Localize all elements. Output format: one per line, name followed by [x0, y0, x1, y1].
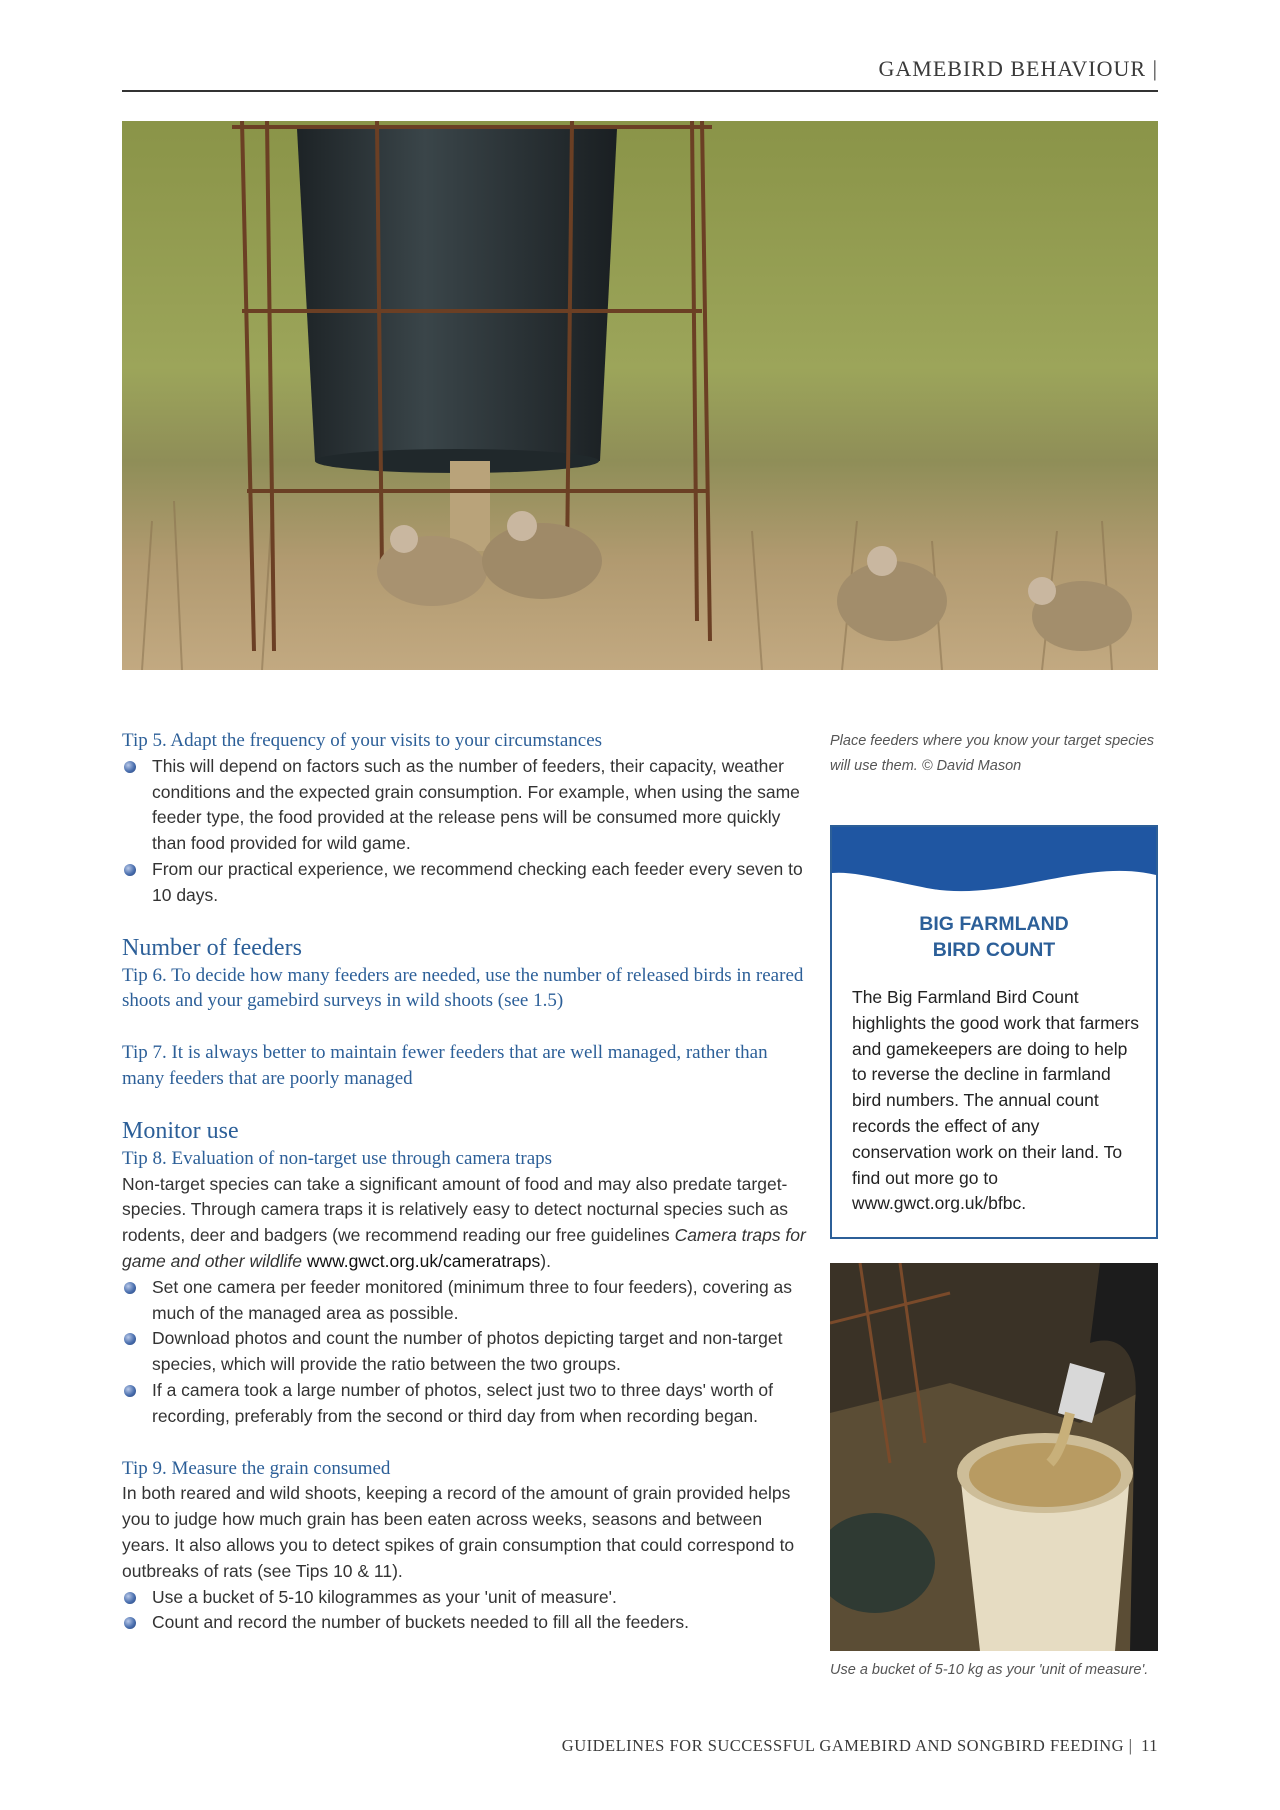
grain-bucket-photo [830, 1263, 1158, 1651]
bucket-photo-caption: Use a bucket of 5-10 kg as your 'unit of measure'. [830, 1662, 1149, 1678]
section-heading-number-of-feeders: Number of feeders [122, 934, 302, 961]
wave-banner [832, 827, 1156, 897]
tip6: Tip 6. To decide how many feeders are needed, use the number of released birds in reared shoots and your gamebird surveys in wild shoots (see 1.5) [122, 964, 804, 1012]
list-item: This will depend on factors such as the number of feeders, their capacity, weather conditions and the expected grain consumption. For example, when using the same feeder type, the food provided at the release pens will be consumed more quickly than food provided for wild game. [122, 754, 812, 857]
tip8-end: ). [540, 1250, 551, 1271]
main-text-column [122, 728, 812, 1636]
tip8-paragraph [122, 1172, 812, 1275]
infobox-body: The Big Farmland Bird Count highlights the good work that farmers and gamekeepers are doing to help to reverse the decline in farmland bird numbers. The annual count records the effect of any conservation work on their land. To find out more go to www.gwct.org.uk/bfbc. [852, 987, 1139, 1214]
running-footer [562, 1736, 1158, 1756]
tip5-bullets [122, 754, 812, 909]
running-header: GAMEBIRD BEHAVIOUR | [878, 56, 1158, 81]
page-number: 11 [1141, 1736, 1158, 1755]
list-item: Download photos and count the number of photos depicting target and non-target species, which will provide the ratio between the two groups. [122, 1326, 812, 1378]
tip8-publication-title: Camera traps for game and other wildlife [122, 1225, 806, 1271]
main-photo-caption: Place feeders where you know your target species will use them. © David Mason [830, 733, 1155, 774]
tip7: Tip 7. It is always better to maintain fewer feeders that are well managed, rather than many feeders that are poorly managed [122, 1042, 768, 1089]
header-rule [122, 90, 1158, 92]
tip9-paragraph: In both reared and wild shoots, keeping a record of the amount of grain provided helps you to judge how much grain has been eaten across weeks, seasons and between years. It also allows you to detect spikes of grain consumption that could correspond to outbreaks of rats (see Tips 10 & 11). [122, 1483, 795, 1581]
infobox-title-line2: BIRD COUNT [932, 939, 1056, 961]
tip8-title: Tip 8. Evaluation of non-target use through camera traps [122, 1147, 553, 1169]
list-item: Use a bucket of 5-10 kilogrammes as your 'unit of measure'. [122, 1585, 812, 1611]
bucket-illustration [830, 1263, 1158, 1651]
feeder-partridge-photo [122, 121, 1158, 670]
infobox-title [832, 911, 1156, 963]
big-farmland-bird-count-box [830, 825, 1158, 1239]
footer-text: GUIDELINES FOR SUCCESSFUL GAMEBIRD AND SONGBIRD FEEDING | [561, 1736, 1133, 1755]
list-item: Count and record the number of buckets needed to fill all the feeders. [122, 1610, 812, 1636]
tip9-title: Tip 9. Measure the grain consumed [122, 1457, 391, 1479]
list-item: From our practical experience, we recommend checking each feeder every seven to 10 days. [122, 857, 812, 909]
tip8-bullets [122, 1275, 812, 1430]
list-item: Set one camera per feeder monitored (minimum three to four feeders), covering as much of the managed area as possible. [122, 1275, 812, 1327]
tip8-text: Non-target species can take a significant amount of food and may also predate target-species. Through camera traps it is relatively easy to detect nocturnal species such as rodents, deer and badgers (we recommend reading our free guidelines [122, 1173, 788, 1246]
cameratraps-link[interactable]: www.gwct.org.uk/cameratraps [306, 1250, 541, 1271]
tip5-title: Tip 5. Adapt the frequency of your visits to your circumstances [122, 730, 603, 751]
feeder-illustration [122, 121, 1158, 670]
list-item: If a camera took a large number of photos, select just two to three days' worth of recording, preferably from the second or third day from when recording began. [122, 1378, 812, 1430]
infobox-title-line1: BIG FARMLAND [919, 913, 1069, 935]
tip9-bullets [122, 1585, 812, 1637]
section-heading-monitor-use: Monitor use [122, 1117, 239, 1144]
